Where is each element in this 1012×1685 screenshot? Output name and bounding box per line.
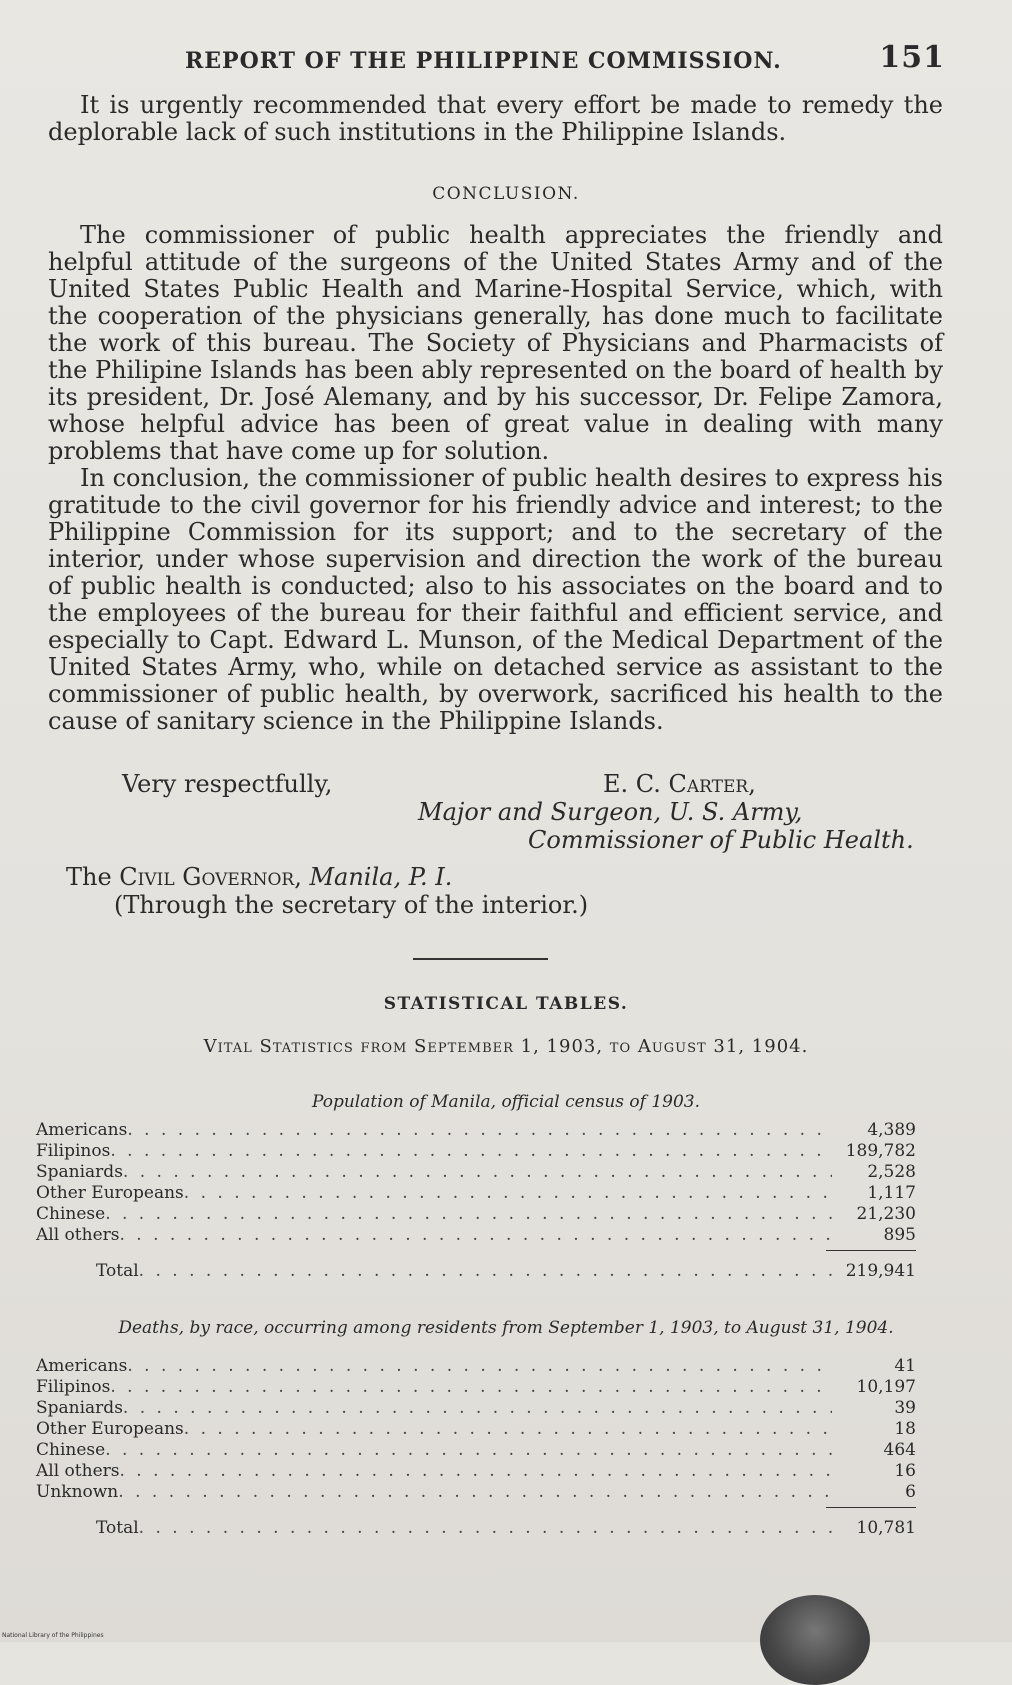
conclusion-body xyxy=(48,222,943,735)
sum-rule xyxy=(826,1250,916,1251)
addressee-line xyxy=(66,863,452,891)
population-table xyxy=(36,1120,916,1282)
table-row: All others . . . 16 xyxy=(36,1461,916,1482)
scan-thumb-artifact xyxy=(760,1595,870,1685)
conclusion-paragraph-2: In conclusion, the commissioner of public health desires to express his gratitude to the civil governor for his friendly advice and interest; to the Philippine Commission for its support; and to the secretary of the interior, under whose supervision and direction the work of the bureau of public health is conducted; also to his associates on the board and to the employees of the bureau for their faithful and efficient service, and especially to Capt. Edward L. Munson, of the Medical Department of the United States Army, who, while on detached service as assistant to the commissioner of public health, by overwork, sacrificed his health to the cause of sanitary science in the Philippine Islands. xyxy=(48,464,943,735)
table-row: Filipinos . . . 10,197 xyxy=(36,1377,916,1398)
sum-rule xyxy=(826,1507,916,1508)
table-row: Other Europeans . . . 18 xyxy=(36,1419,916,1440)
table-row: Unknown . . . 6 xyxy=(36,1482,916,1503)
population-caption: Population of Manila, official census of 1903. xyxy=(311,1092,701,1112)
scan-footer-note: National Library of the Philippines xyxy=(2,1632,104,1639)
intro-paragraph-block xyxy=(48,92,943,146)
statistical-tables-heading: STATISTICAL TABLES. xyxy=(383,994,629,1014)
section-divider xyxy=(413,958,548,960)
conclusion-paragraph-1: The commissioner of public health appreciates the friendly and helpful attitude of the surgeons of the United States Army and of the United States Public Health and Marine-Hospital Service, which, with the cooperation of the physicians generally, has done much to facilitate the work of this bureau. The Society of Physicians and Pharmacists of the Philipine Islands has been ably represented on the board of health by its president, Dr. José Alemany, and by his successor, Dr. Felipe Zamora, whose helpful advice has been of great value in dealing with many problems that have come up for solution. xyxy=(48,221,943,465)
table-row: Americans . . . 4,389 xyxy=(36,1120,916,1141)
vital-statistics-subheading: Vital Statistics from September 1, 1903, to August 31, 1904. xyxy=(203,1036,809,1057)
addressee-recipient: Civil Governor, xyxy=(119,863,302,891)
table-row: Chinese . . . 21,230 xyxy=(36,1204,916,1225)
deaths-table xyxy=(36,1356,916,1539)
total-row: Total . . . 10,781 xyxy=(36,1518,916,1539)
addressee-place: Manila, P. I. xyxy=(309,863,453,891)
total-row: Total . . . 219,941 xyxy=(36,1261,916,1282)
header-title: REPORT OF THE PHILIPPINE COMMISSION. xyxy=(185,48,782,74)
signer-title-2: Commissioner of Public Health. xyxy=(528,826,914,854)
signer-name: E. C. Carter, xyxy=(603,770,756,798)
deaths-caption: Deaths, by race, occurring among residents from September 1, 1903, to August 31, 1904. xyxy=(118,1318,894,1338)
table-row: Filipinos . . . 189,782 xyxy=(36,1141,916,1162)
table-row: Other Europeans . . . 1,117 xyxy=(36,1183,916,1204)
intro-paragraph: It is urgently recommended that every effort be made to remedy the deplorable lack of such institutions in the Philippine Islands. xyxy=(48,91,943,146)
salutation: Very respectfully, xyxy=(122,770,333,798)
table-row: Americans . . . 41 xyxy=(36,1356,916,1377)
conclusion-heading: CONCLUSION. xyxy=(432,184,580,204)
table-row: Chinese . . . 464 xyxy=(36,1440,916,1461)
table-row: All others . . . 895 xyxy=(36,1225,916,1246)
table-row: Spaniards . . . 2,528 xyxy=(36,1162,916,1183)
addressee-prefix: The xyxy=(66,863,120,891)
signer-title-1: Major and Surgeon, U. S. Army, xyxy=(418,798,803,826)
table-row: Spaniards . . . 39 xyxy=(36,1398,916,1419)
addressee-via: (Through the secretary of the interior.) xyxy=(114,891,589,919)
page-number: 151 xyxy=(879,40,945,75)
